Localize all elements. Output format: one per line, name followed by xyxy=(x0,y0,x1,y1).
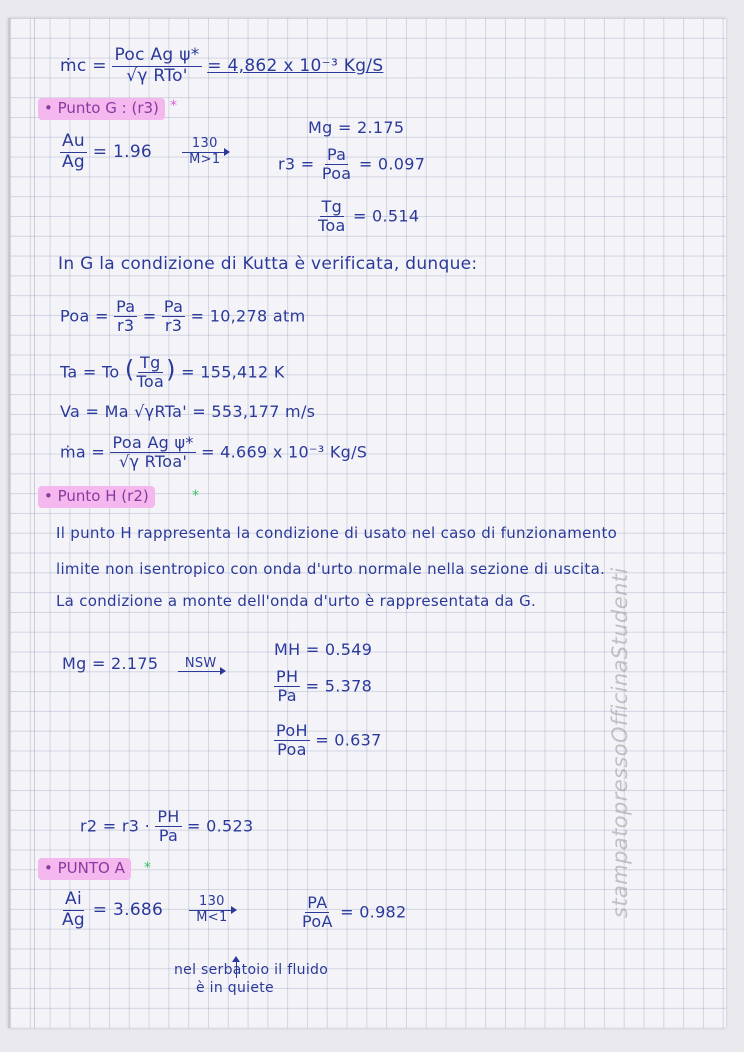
punto-h-description-line-2: limite non isentropico con onda d'urto normale nella sezione di uscita. xyxy=(56,560,606,578)
fraction-denominator: Toa xyxy=(318,216,346,236)
eq-fraction xyxy=(60,890,87,930)
stagnation-ratio-poh xyxy=(274,722,382,760)
stagnation-pressure-poa: Poa = $\frac{Pa}{r3}$ = $\frac{Pa}{r3}$ = 10,278 atm xyxy=(60,297,306,336)
eq-fraction xyxy=(300,894,335,932)
margin-line xyxy=(34,18,35,1028)
eq-rhs: = 0.982 xyxy=(340,902,407,922)
eq-fraction xyxy=(320,146,354,184)
eq-fraction xyxy=(316,198,348,236)
section-header-label: PUNTO A xyxy=(57,859,125,877)
eq-fraction xyxy=(114,298,137,336)
temperature-ratio-tg xyxy=(316,198,419,236)
star-icon: * xyxy=(170,98,177,114)
eq-rhs: = 0.637 xyxy=(315,730,382,750)
eq-fraction xyxy=(110,434,195,472)
star-icon: * xyxy=(192,488,199,504)
eq-rhs: = 10,278 atm xyxy=(190,306,306,326)
eq-lhs: r2 = r3 · xyxy=(80,816,150,836)
section-header-punto-h: • Punto H (r2) xyxy=(38,486,155,508)
mach-h-value: MH = 0.549 xyxy=(274,640,373,659)
arrow-shaft xyxy=(178,671,224,672)
arrow-shaft xyxy=(189,910,235,911)
fraction-numerator: Tg xyxy=(321,197,343,216)
star-icon: * xyxy=(144,860,151,876)
section-header-punto-g: • Punto G : (r3) xyxy=(38,98,165,120)
mass-flow-a-equation xyxy=(60,434,367,472)
fraction-denominator: Pa xyxy=(277,686,297,706)
eq-rhs: = 0.514 xyxy=(352,206,420,226)
pressure-ratio-r3 xyxy=(278,146,425,184)
eq-fraction xyxy=(274,668,300,706)
arrow-shaft xyxy=(182,152,228,153)
fraction-numerator: PoH xyxy=(276,721,308,740)
fraction-denominator: Toa xyxy=(136,372,165,392)
reservoir-note-line-1: nel serbatoio il fluido xyxy=(174,962,329,978)
fraction-denominator: Ag xyxy=(62,909,86,930)
fraction-numerator: PA xyxy=(307,893,328,912)
fraction-denominator: √γ RTo' xyxy=(126,65,188,86)
fraction-denominator: Poa xyxy=(277,740,307,760)
fraction-numerator: Au xyxy=(62,131,86,151)
section-header-label: Punto H (r2) xyxy=(57,487,149,505)
eq-rhs: = 5.378 xyxy=(305,676,373,696)
eq-lhs: Mg = 2.175 xyxy=(62,654,159,673)
arrow-label-bottom: M>1 xyxy=(189,151,221,167)
notebook-page xyxy=(8,18,726,1028)
eq-fraction xyxy=(60,132,87,172)
arrow-label-top: 130 xyxy=(191,136,218,152)
punto-h-description-line-3: La condizione a monte dell'onda d'urto è rappresentata da G. xyxy=(56,592,537,610)
eq-lhs: ṁa = xyxy=(60,442,106,462)
eq-value: = 3.686 xyxy=(92,900,164,921)
eq-rhs: = 4,862 x 10⁻³ Kg/S xyxy=(207,56,384,77)
fraction-denominator: r3 xyxy=(164,316,183,336)
fraction-denominator: √γ RToa' xyxy=(119,452,188,472)
eq-fraction xyxy=(155,808,181,846)
section-header-label: Punto G : (r3) xyxy=(57,99,159,117)
eq-value: = 1.96 xyxy=(92,142,153,163)
fraction-numerator: Pa xyxy=(116,297,136,316)
eq-rhs: = 0.523 xyxy=(187,816,254,836)
arrow-icon xyxy=(189,895,235,925)
fraction-numerator: Pa xyxy=(163,297,184,316)
fraction-denominator: Pa xyxy=(158,826,179,846)
velocity-va: Va = Ma √γRTa' = 553,177 m/s xyxy=(60,402,316,421)
eq-fraction xyxy=(162,298,185,336)
fraction-denominator: Ag xyxy=(62,151,86,172)
kutta-statement: In G la condizione di Kutta è verificata, dunque: xyxy=(58,254,478,274)
arrow-label-top: 130 xyxy=(199,894,225,910)
eq-fraction xyxy=(274,722,310,760)
reservoir-note-line-2: è in quiete xyxy=(196,980,274,996)
eq-lhs: ṁc = xyxy=(60,56,107,77)
pressure-ratio-ph xyxy=(274,668,372,706)
punto-h-description-line-1: Il punto H rappresenta la condizione di usato nel caso di funzionamento xyxy=(56,524,618,542)
eq-rhs: = 155,412 K xyxy=(181,362,285,382)
pressure-ratio-pa xyxy=(300,894,407,932)
fraction-denominator: PoA xyxy=(302,912,333,932)
arrow-icon xyxy=(182,137,228,167)
fraction-numerator: Poa Ag ψ* xyxy=(112,433,194,452)
eq-lhs: r3 = xyxy=(278,154,315,174)
fraction-numerator: PH xyxy=(157,807,180,826)
fraction-numerator: Pa xyxy=(326,145,347,164)
arrow-icon xyxy=(178,657,224,672)
pressure-ratio-r2 xyxy=(80,808,253,846)
area-ratio-ai-ag xyxy=(60,890,235,930)
eq-rhs: = 4.669 x 10⁻³ Kg/S xyxy=(201,442,368,462)
fraction-denominator: r3 xyxy=(117,316,135,336)
fraction-numerator: Ai xyxy=(65,889,82,909)
eq-lhs: Ta = To xyxy=(60,362,120,382)
arrow-label-top: NSW xyxy=(184,655,217,671)
eq-fraction xyxy=(135,354,167,392)
fraction-numerator: Poc Ag ψ* xyxy=(114,45,200,65)
section-header-punto-a: • PUNTO A xyxy=(38,858,131,880)
normal-shock-relation xyxy=(62,654,224,673)
fraction-numerator: Tg xyxy=(140,353,161,372)
fraction-numerator: PH xyxy=(276,667,299,686)
mach-g-value: Mg = 2.175 xyxy=(308,118,405,137)
mass-flow-c-equation xyxy=(60,46,383,86)
arrow-label-bottom: M<1 xyxy=(196,909,228,925)
eq-lhs: Poa = xyxy=(60,306,109,326)
watermark-text: stampatopressoOfficinaStudenti xyxy=(608,567,632,918)
fraction-denominator: Poa xyxy=(321,164,352,184)
area-ratio-au-ag xyxy=(60,132,228,172)
eq-fraction xyxy=(112,46,201,86)
temperature-ta: Ta = To ( $\frac{Tg}{\text{Toa}}$ ) = 155,412 K xyxy=(60,353,285,392)
eq-rhs: = 0.097 xyxy=(358,154,426,174)
